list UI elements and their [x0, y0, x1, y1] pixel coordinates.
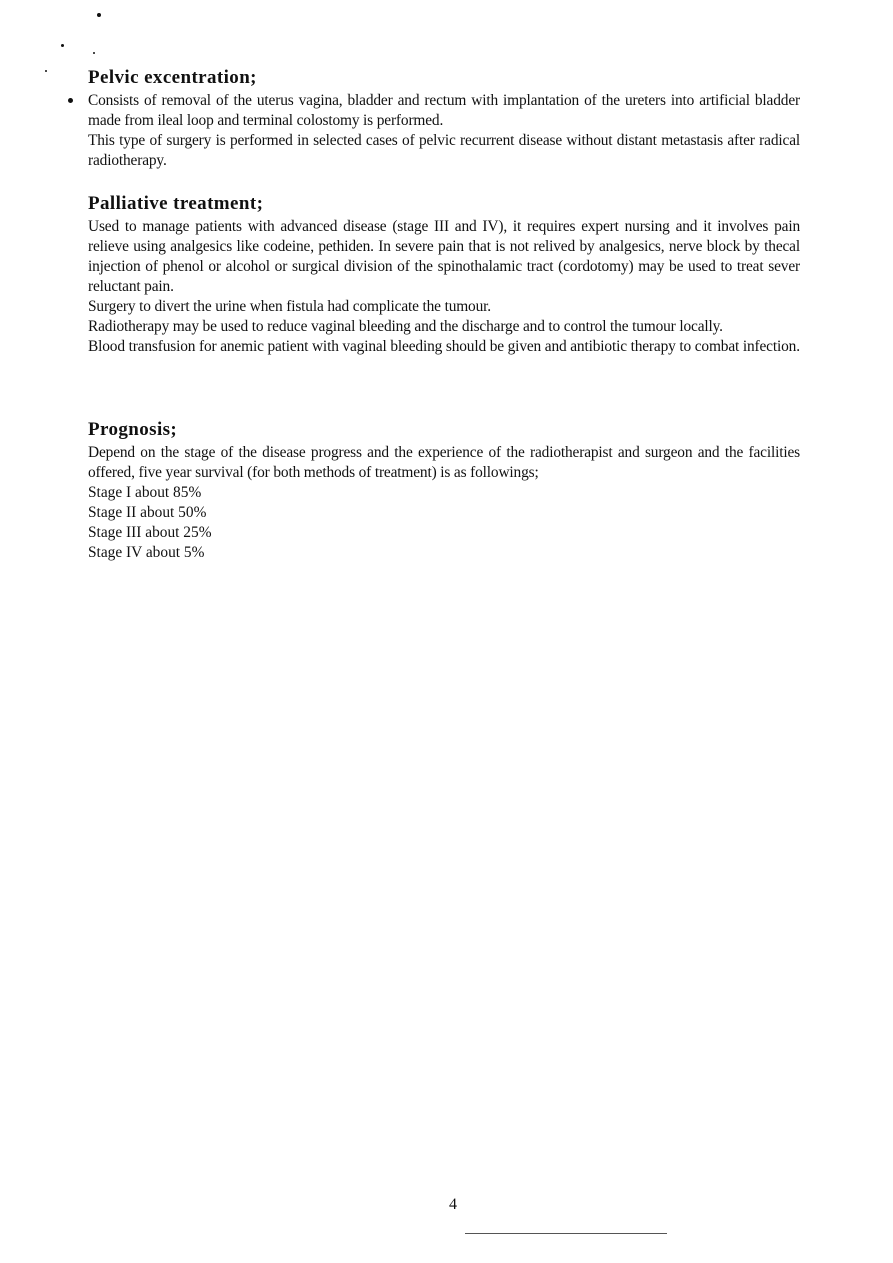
- paragraph: Blood transfusion for anemic patient with vaginal bleeding should be given and antibiotic therapy to combat infection.: [88, 338, 800, 355]
- scan-speck: [45, 70, 47, 72]
- paragraph: Surgery to divert the urine when fistula had complicate the tumour.: [88, 298, 491, 315]
- section-heading: Pelvic excentration;: [88, 67, 257, 88]
- paragraph: Radiotherapy may be used to reduce vaginal bleeding and the discharge and to control the tumour locally.: [88, 318, 723, 335]
- paragraph: This type of surgery is performed in selected cases of pelvic recurrent disease without distant metastasis after radical radiotherapy.: [88, 132, 800, 169]
- bullet-icon: [68, 98, 73, 103]
- stage-survival-line: Stage I about 85%: [88, 484, 202, 501]
- section-heading: Palliative treatment;: [88, 193, 264, 214]
- stage-survival-line: Stage II about 50%: [88, 504, 207, 521]
- section-prognosis: [88, 418, 800, 563]
- page-number: 4: [449, 1196, 457, 1213]
- scan-speck: [61, 44, 64, 47]
- stage-survival-line: Stage IV about 5%: [88, 544, 205, 561]
- scan-speck: [97, 13, 101, 17]
- paragraph: Depend on the stage of the disease progress and the experience of the radiotherapist and surgeon and the facilities offered, five year survival (for both methods of treatment) is as followings;: [88, 444, 800, 481]
- paragraph: Used to manage patients with advanced disease (stage III and IV), it requires expert nursing and it involves pain relieve using analgesics like codeine, pethiden. In severe pain that is not relived by analgesics, nerve block by thecal injection of phenol or alcohol or surgical division of the spinothalamic tract (cordotomy) may be used to treat sever reluctant pain.: [88, 218, 800, 295]
- section-pelvic-excentration: [88, 66, 800, 171]
- section-heading: Prognosis;: [88, 419, 178, 440]
- section-palliative-treatment: [88, 192, 800, 357]
- scan-speck: [93, 52, 95, 54]
- stage-survival-line: Stage III about 25%: [88, 524, 212, 541]
- paragraph: Consists of removal of the uterus vagina, bladder and rectum with implantation of the ureters into artificial bladder made from ileal loop and terminal colostomy is performed.: [88, 92, 800, 129]
- footer-divider: [465, 1233, 667, 1234]
